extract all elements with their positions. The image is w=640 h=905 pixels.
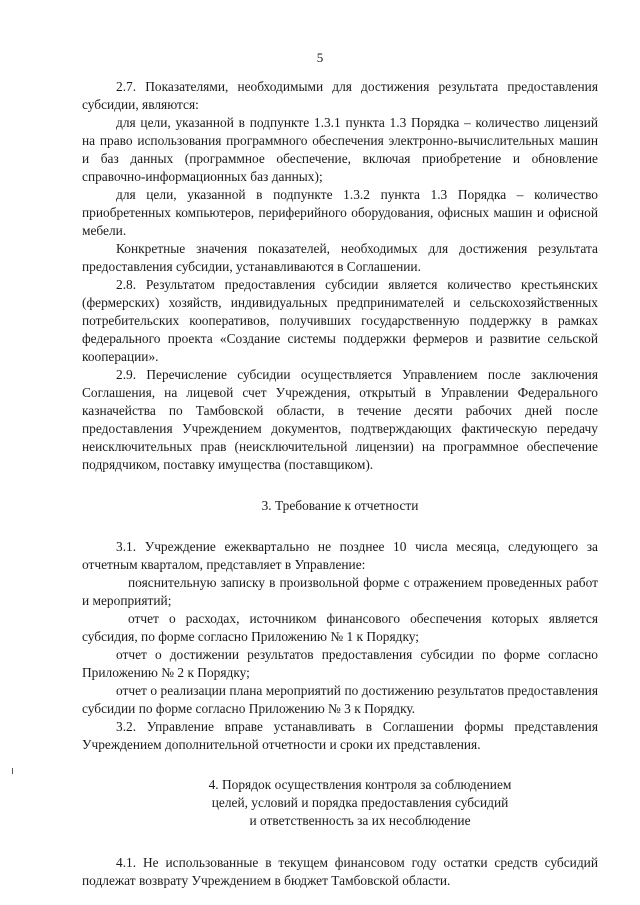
paragraph-4-1: 4.1. Не использованные в текущем финансовом году остатки средств субсидий подлежат возврату Учреждением в бюджет Тамбовской области. <box>82 855 598 888</box>
section-3-title: 3. Требование к отчетности <box>261 498 419 513</box>
document-body <box>82 78 598 890</box>
paragraph-3-1: 3.1. Учреждение ежеквартально не позднее 10 числа месяца, следующего за отчетным кварталом, представляет в Управление: <box>82 539 598 572</box>
section-4-title <box>82 776 598 830</box>
paragraph-3-1-item-4: отчет о реализации плана мероприятий по достижению результатов предоставления субсидии по форме согласно Приложению № 3 к Порядку. <box>82 683 598 716</box>
paragraph-2-8: 2.8. Результатом предоставления субсидии является количество крестьянских (фермерских) хозяйств, индивидуальных предпринимателей и сельскохозяйственных потребительских кооперативов, получивших государственную поддержку в рамках федерального проекта «Создание системы поддержки фермеров и развитие сельской кооперации». <box>82 277 598 364</box>
paragraph-3-1-item-1: пояснительную записку в произвольной форме с отражением проведенных работ и мероприятий; <box>82 575 598 608</box>
paragraph-2-9: 2.9. Перечисление субсидии осуществляется Управлением после заключения Соглашения, на лицевой счет Учреждения, открытый в Управлении Федерального казначейства по Тамбовской области, в течение десяти рабочих дней после предоставления Учреждением документов, подтверждающих фактическую передачу неисключительных прав (неисключительной лицензии) на программное обеспечение подрядчиком, поставку имущества (поставщиком). <box>82 367 598 472</box>
paragraph-3-1-item-3: отчет о достижении результатов предоставления субсидии по форме согласно Приложению № 2 к Порядку; <box>82 647 598 680</box>
paragraph-2-7: 2.7. Показателями, необходимыми для достижения результата предоставления субсидии, являются: <box>82 79 598 112</box>
margin-mark <box>12 768 13 774</box>
page-number: 5 <box>316 50 324 65</box>
paragraph-2-7-item-2: для цели, указанной в подпункте 1.3.2 пункта 1.3 Порядка – количество приобретенных компьютеров, периферийного оборудования, офисных машин и офисной мебели. <box>82 187 598 238</box>
paragraph-2-7-values: Конкретные значения показателей, необходимых для достижения результата предоставления субсидии, устанавливаются в Соглашении. <box>82 241 598 274</box>
section-4-title-line-3: и ответственность за их несоблюдение <box>249 813 471 828</box>
paragraph-2-7-item-1: для цели, указанной в подпункте 1.3.1 пункта 1.3 Порядка – количество лицензий на право использования программного обеспечения электронно-вычислительных машин и баз данных (программное обеспечение, включая приобретение и обновление справочно-информационных баз данных); <box>82 115 598 184</box>
paragraph-3-1-item-2: отчет о расходах, источником финансового обеспечения которых является субсидия, по форме согласно Приложению № 1 к Порядку; <box>82 611 598 644</box>
section-4-title-line-1: 4. Порядок осуществления контроля за соблюдением <box>208 777 512 792</box>
paragraph-3-2: 3.2. Управление вправе устанавливать в Соглашении формы представления Учреждением дополнительной отчетности и сроки их представления. <box>82 719 598 752</box>
section-4-title-line-2: целей, условий и порядка предоставления субсидий <box>211 795 509 810</box>
